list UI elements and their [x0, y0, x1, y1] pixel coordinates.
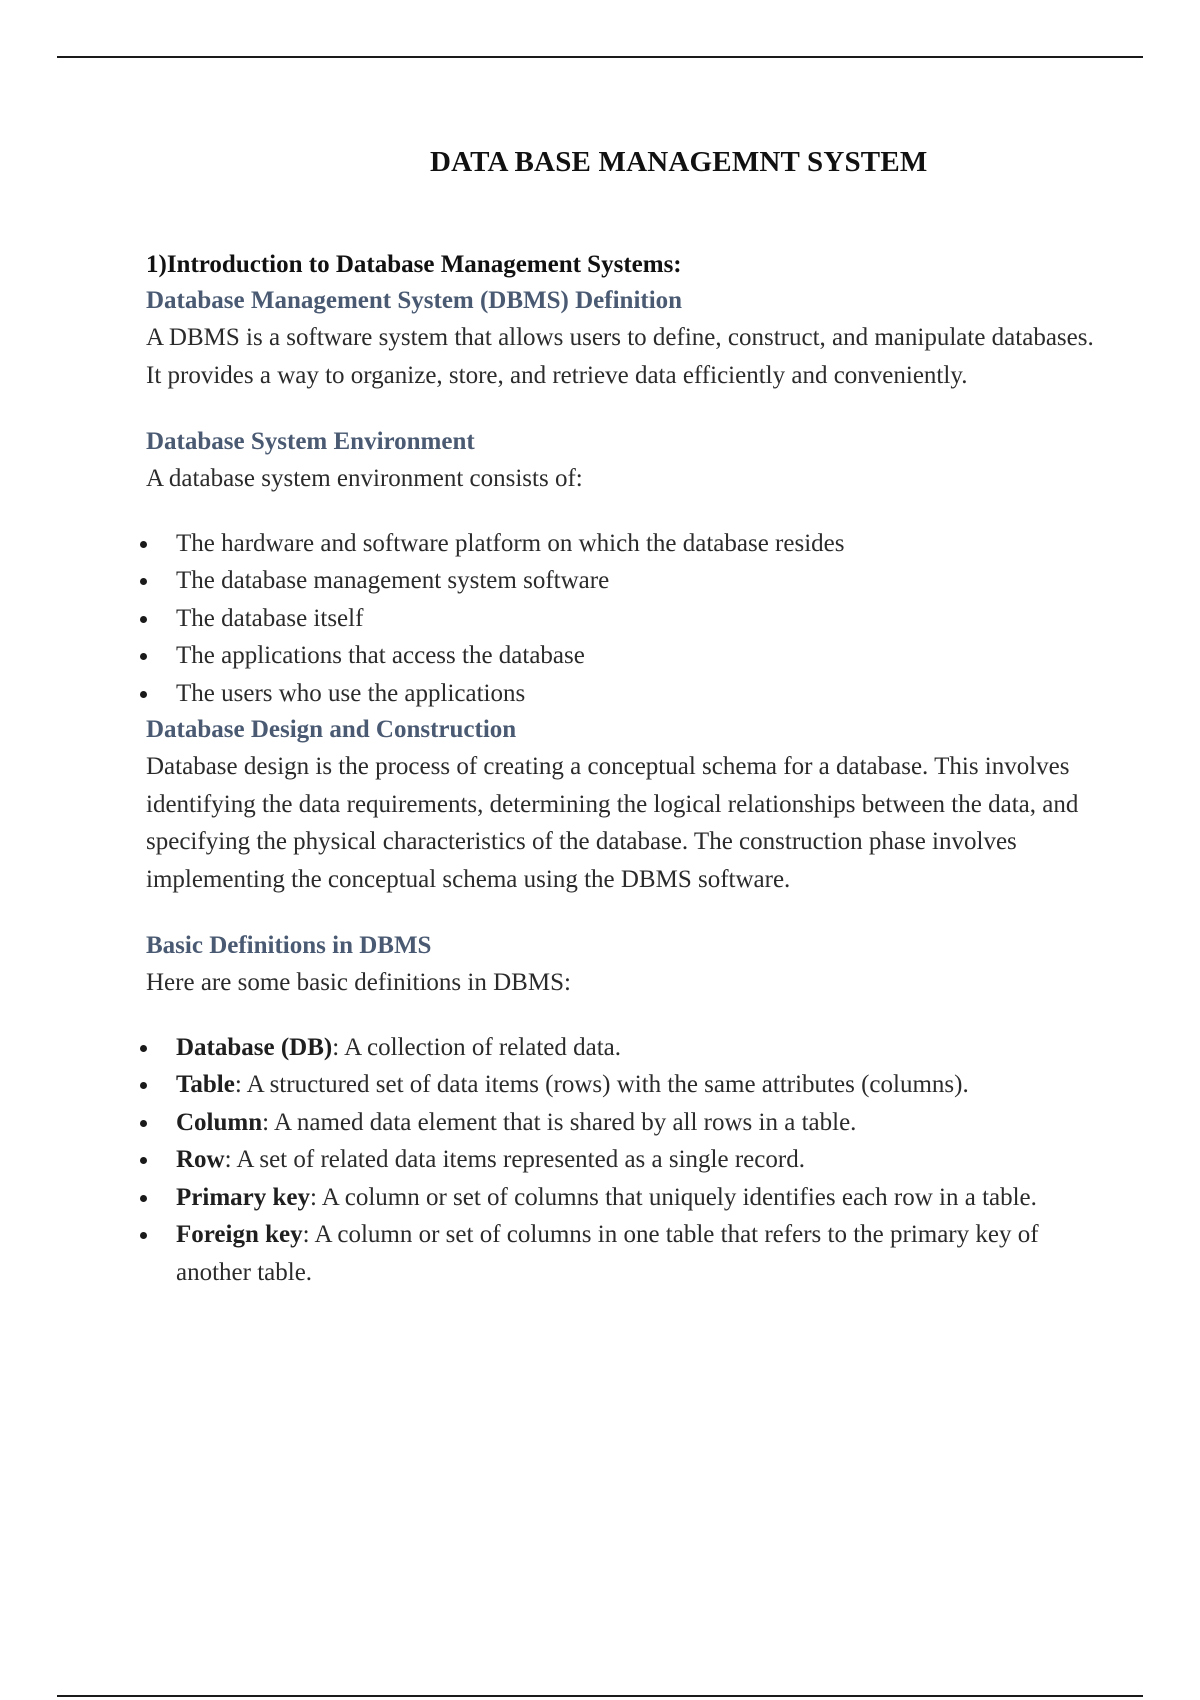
bullet-icon	[140, 1157, 147, 1164]
definition-term: Primary key	[176, 1183, 310, 1211]
intro-heading: 1)Introduction to Database Management Systems:	[146, 251, 682, 278]
list-item-text: The users who use the applications	[176, 679, 526, 707]
bullet-icon	[140, 541, 147, 548]
environment-list	[146, 525, 1106, 713]
bullet-icon	[140, 1082, 147, 1089]
list-item	[146, 637, 1106, 675]
bullet-icon	[140, 616, 147, 623]
bullet-icon	[140, 691, 147, 698]
bottom-rule	[57, 1695, 1143, 1697]
list-item-text: The hardware and software platform on which the database resides	[176, 529, 845, 557]
section-heading-basic-definitions: Basic Definitions in DBMS	[146, 932, 432, 959]
definition-item	[146, 1066, 1106, 1104]
page-title: DATA BASE MANAGEMNT SYSTEM	[430, 146, 928, 178]
bullet-icon	[140, 653, 147, 660]
definition-item	[146, 1141, 1106, 1179]
definition-item	[146, 1029, 1106, 1067]
definition-term: Foreign key	[176, 1221, 303, 1248]
definition-text: : A set of related data items represented as a single record.	[224, 1146, 805, 1173]
definitions-list	[146, 1029, 1106, 1292]
definition-term: Row	[176, 1146, 225, 1173]
list-item-text: The applications that access the database	[176, 642, 585, 669]
definition-text: : A structured set of data items (rows) with the same attributes (columns).	[234, 1071, 969, 1098]
list-item	[146, 600, 1106, 638]
list-item	[146, 562, 1106, 600]
paragraph-dbms-definition: A DBMS is a software system that allows users to define, construct, and manipulate databases. It provides a way to organize, store, and retrieve data efficiently and conveniently.	[146, 324, 1094, 389]
paragraph-basic-definitions: Here are some basic definitions in DBMS:	[146, 969, 571, 996]
list-item	[146, 675, 1106, 713]
bullet-icon	[140, 578, 147, 585]
list-item-text: The database management system software	[176, 567, 610, 594]
section-heading-dbms-definition: Database Management System (DBMS) Definition	[146, 287, 683, 314]
list-item-text: The database itself	[176, 604, 364, 632]
definition-text: : A collection of related data.	[332, 1033, 622, 1061]
bullet-icon	[140, 1045, 147, 1052]
paragraph-design-construction: Database design is the process of creating a conceptual schema for a database. This involves identifying the data requirements, determining the logical relationships between the data, and specifying the physical characteristics of the database. The construction phase involves implementing the conceptual schema using the DBMS software.	[146, 753, 1079, 893]
definition-item	[146, 1216, 1106, 1291]
bullet-icon	[140, 1120, 147, 1127]
section-heading-design-construction: Database Design and Construction	[146, 716, 517, 743]
bullet-icon	[140, 1195, 147, 1202]
definition-text: : A column or set of columns that uniquely identifies each row in a table.	[309, 1183, 1037, 1211]
definition-item	[146, 1179, 1106, 1217]
top-rule	[57, 56, 1143, 58]
definition-term: Database (DB)	[176, 1033, 333, 1061]
list-item	[146, 525, 1106, 563]
definition-term: Column	[176, 1108, 263, 1136]
section-heading-system-environment: Database System Environment	[146, 428, 475, 455]
document-body	[146, 247, 1106, 1291]
definition-item	[146, 1104, 1106, 1142]
bullet-icon	[140, 1232, 147, 1239]
definition-term: Table	[176, 1071, 235, 1098]
paragraph-system-environment: A database system environment consists of:	[146, 465, 583, 492]
definition-text: : A named data element that is shared by all rows in a table.	[262, 1108, 857, 1136]
definition-text: : A column or set of columns in one table that refers to the primary key of another table.	[176, 1221, 1039, 1286]
